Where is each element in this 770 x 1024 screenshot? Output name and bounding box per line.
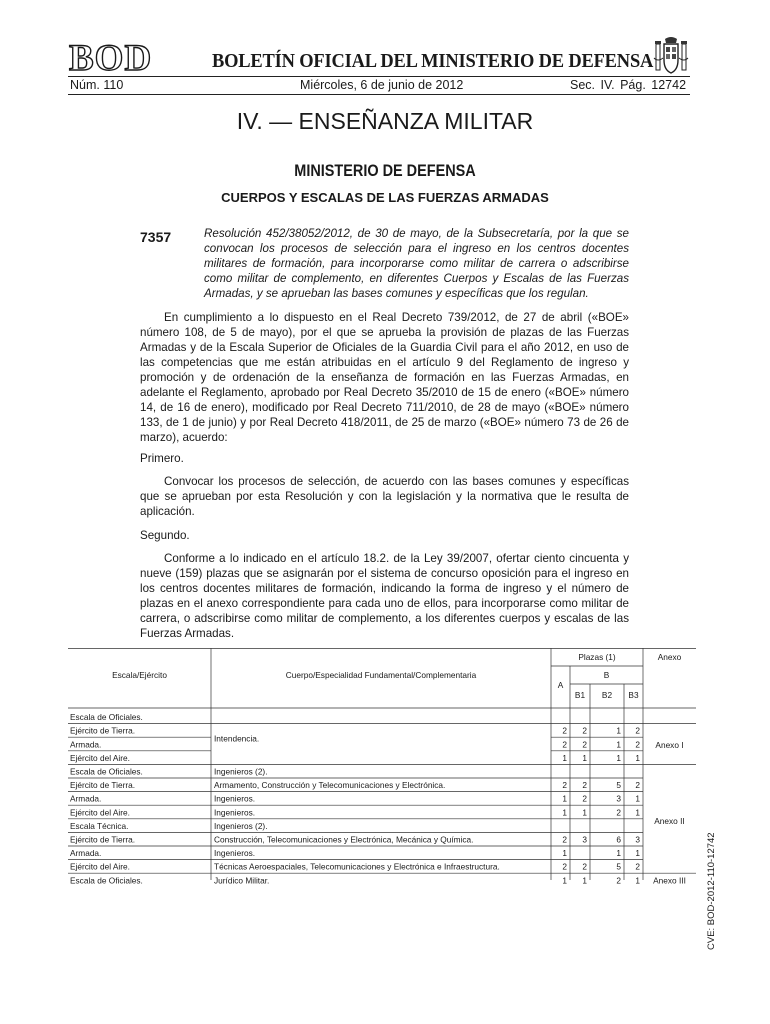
row-escala: Armada. [70, 848, 102, 859]
row-escala: Ejército de Tierra. [70, 725, 136, 736]
row-plaza-b2: 5 [616, 861, 621, 872]
row-plaza-b1: 2 [582, 780, 587, 791]
plazas-table-grid [68, 648, 696, 886]
row-plaza-b1: 2 [582, 725, 587, 736]
header-b3: B3 [628, 690, 639, 700]
row-plaza-b2: 6 [616, 834, 621, 845]
row-cuerpo: Construcción, Telecomunicaciones y Electrónica, Mecánica y Química. [214, 834, 474, 845]
row-plaza-b2: 1 [616, 752, 621, 763]
cve-code: CVE: BOD-2012-110-12742 [706, 832, 717, 950]
anexo-i: Anexo I [655, 740, 684, 751]
primero-label: Primero. [140, 452, 184, 465]
row-plaza-a: 1 [562, 875, 567, 886]
row-plaza-b3: 1 [635, 752, 640, 763]
row-escala: Ejército del Aire. [70, 807, 130, 818]
row-cuerpo: Ingenieros. [214, 807, 256, 818]
row-cuerpo: Ingenieros. [214, 848, 256, 859]
row-plaza-b3: 2 [635, 725, 640, 736]
intro-paragraph: En cumplimiento a lo dispuesto en el Real Decreto 739/2012, de 27 de abril («BOE» número 108, de 5 de mayo), por el que se aprueba la provisión de plazas de las Fuerzas Armadas y de la Escala Superior de Oficiales de la Guardia Civil para el año 2012, en uso de las competencias que me están atribuidas en el artículo 9 del Reglamento de ingreso y promoción y de ordenación de la enseñanza de formación en las Fuerzas Armadas, en adelante el Reglamento, aprobado por Real Decreto 35/2010 de 15 de enero («BOE» número 14, de 16 de enero), modificado por Real Decreto 711/2010, de 28 de mayo («BOE» número 133, de 1 de junio) y por Real Decreto 418/2011, de 25 de marzo («BOE» número 73 de 26 de marzo), acuerdo: [140, 311, 629, 444]
row-escala: Escala de Oficiales. [70, 766, 143, 777]
row-plaza-a: 1 [562, 848, 567, 859]
row-plaza-b3: 1 [635, 793, 640, 804]
row-cuerpo: Ingenieros (2). [214, 766, 268, 777]
row-plaza-b2: 1 [616, 739, 621, 750]
row-plaza-b2: 2 [616, 807, 621, 818]
resolution-number: 7357 [140, 229, 172, 245]
row-escala: Escala de Oficiales. [70, 712, 143, 723]
row-cuerpo: Intendencia. [214, 733, 260, 744]
bod-logo-text: BOD [69, 38, 153, 79]
row-plaza-a: 1 [562, 752, 567, 763]
row-escala: Escala Técnica. [70, 820, 129, 831]
row-escala: Ejército de Tierra. [70, 780, 136, 791]
row-plaza-b2: 1 [616, 725, 621, 736]
row-plaza-b3: 2 [635, 861, 640, 872]
row-cuerpo: Jurídico Militar. [214, 875, 270, 886]
bod-logo [68, 38, 185, 79]
row-plaza-b1: 2 [582, 861, 587, 872]
row-plaza-a: 1 [562, 807, 567, 818]
row-plaza-b3: 3 [635, 834, 640, 845]
row-escala: Armada. [70, 793, 102, 804]
row-plaza-b1: 1 [582, 875, 587, 886]
row-plaza-b1: 1 [582, 752, 587, 763]
row-cuerpo: Técnicas Aeroespaciales, Telecomunicaciones y Electrónica e Infraestructura. [214, 861, 500, 872]
row-cuerpo: Armamento, Construcción y Telecomunicaciones y Electrónica. [214, 780, 446, 791]
row-plaza-a: 1 [562, 793, 567, 804]
row-plaza-a: 2 [562, 861, 567, 872]
anexo-ii: Anexo II [654, 816, 685, 827]
row-plaza-b2: 5 [616, 780, 621, 791]
row-plaza-a: 2 [562, 739, 567, 750]
page-reference: Sec. IV. Pág. 12742 [570, 78, 687, 92]
bulletin-title: BOLETÍN OFICIAL DEL MINISTERIO DE DEFENSA [212, 50, 654, 72]
header-plazas: Plazas (1) [578, 652, 616, 662]
row-cuerpo: Ingenieros (2). [214, 820, 268, 831]
header-b: B [603, 670, 610, 680]
corps-heading: CUERPOS Y ESCALAS DE LAS FUERZAS ARMADAS [221, 190, 549, 205]
section-title: IV. — ENSEÑANZA MILITAR [236, 108, 534, 134]
row-escala: Ejército del Aire. [70, 752, 130, 763]
row-plaza-b1: 2 [582, 793, 587, 804]
header-cuerpo: Cuerpo/Especialidad Fundamental/Complementaria [285, 670, 477, 680]
row-plaza-b3: 2 [635, 780, 640, 791]
row-plaza-b2: 1 [616, 848, 621, 859]
row-plaza-b3: 1 [635, 875, 640, 886]
header-b1: B1 [574, 690, 586, 700]
row-plaza-a: 2 [562, 725, 567, 736]
header-anexo: Anexo [657, 652, 682, 662]
row-plaza-b1: 3 [582, 834, 587, 845]
row-escala: Escala de Oficiales. [70, 875, 143, 886]
row-plaza-b1: 1 [582, 807, 587, 818]
row-cuerpo: Ingenieros. [214, 793, 256, 804]
plazas-table [68, 648, 696, 886]
row-plaza-a: 2 [562, 834, 567, 845]
row-plaza-b2: 2 [616, 875, 621, 886]
row-plaza-b1: 2 [582, 739, 587, 750]
issue-number: Núm. 110 [70, 78, 124, 92]
row-plaza-b2: 3 [616, 793, 621, 804]
issue-date: Miércoles, 6 de junio de 2012 [300, 78, 464, 92]
header-b2: B2 [601, 690, 613, 700]
header-a: A [557, 680, 564, 690]
primero-paragraph: Convocar los procesos de selección, de acuerdo con las bases comunes y específicas que se aprueban por esta Resolución y con la legislación y la normativa que le resulta de aplicación. [140, 475, 629, 518]
header-rule-bottom [68, 94, 690, 95]
row-plaza-b3: 2 [635, 739, 640, 750]
header-rule [68, 76, 690, 77]
row-escala: Armada. [70, 739, 102, 750]
row-plaza-a: 2 [562, 780, 567, 791]
row-plaza-b3: 1 [635, 807, 640, 818]
row-escala: Ejército del Aire. [70, 861, 130, 872]
row-escala: Ejército de Tierra. [70, 834, 136, 845]
segundo-label: Segundo. [140, 529, 190, 542]
segundo-paragraph: Conforme a lo indicado en el artículo 18.2. de la Ley 39/2007, ofertar ciento cincuenta y nueve (159) plazas que se asignarán por el sistema de concurso oposición para el ingreso en los centros docentes militares de formación, indicando la forma de ingreso y el número de plazas en el anexo correspondiente para cada uno de ellos, para incorporarse como militar de carrera, o adscribirse como militar de complemento, a los diferentes cuerpos y escalas de las Fuerzas Armadas. [140, 552, 629, 640]
ministry-heading: MINISTERIO DE DEFENSA [294, 161, 476, 180]
header-escala: Escala/Ejército [112, 670, 167, 680]
resolution-summary: Resolución 452/38052/2012, de 30 de mayo, de la Subsecretaría, por la que se convocan los procesos de selección para el ingreso en los centros docentes militares de formación, para incorporarse como militar de carrera o adscribirse como militar de complemento, en diferentes Cuerpos y Escalas de las Fuerzas Armadas, y se aprueban las bases comunes y específicas que los regulan. [204, 227, 629, 300]
coat-of-arms-icon [652, 36, 690, 76]
anexo-iii: Anexo III [653, 875, 686, 886]
row-plaza-b3: 1 [635, 848, 640, 859]
